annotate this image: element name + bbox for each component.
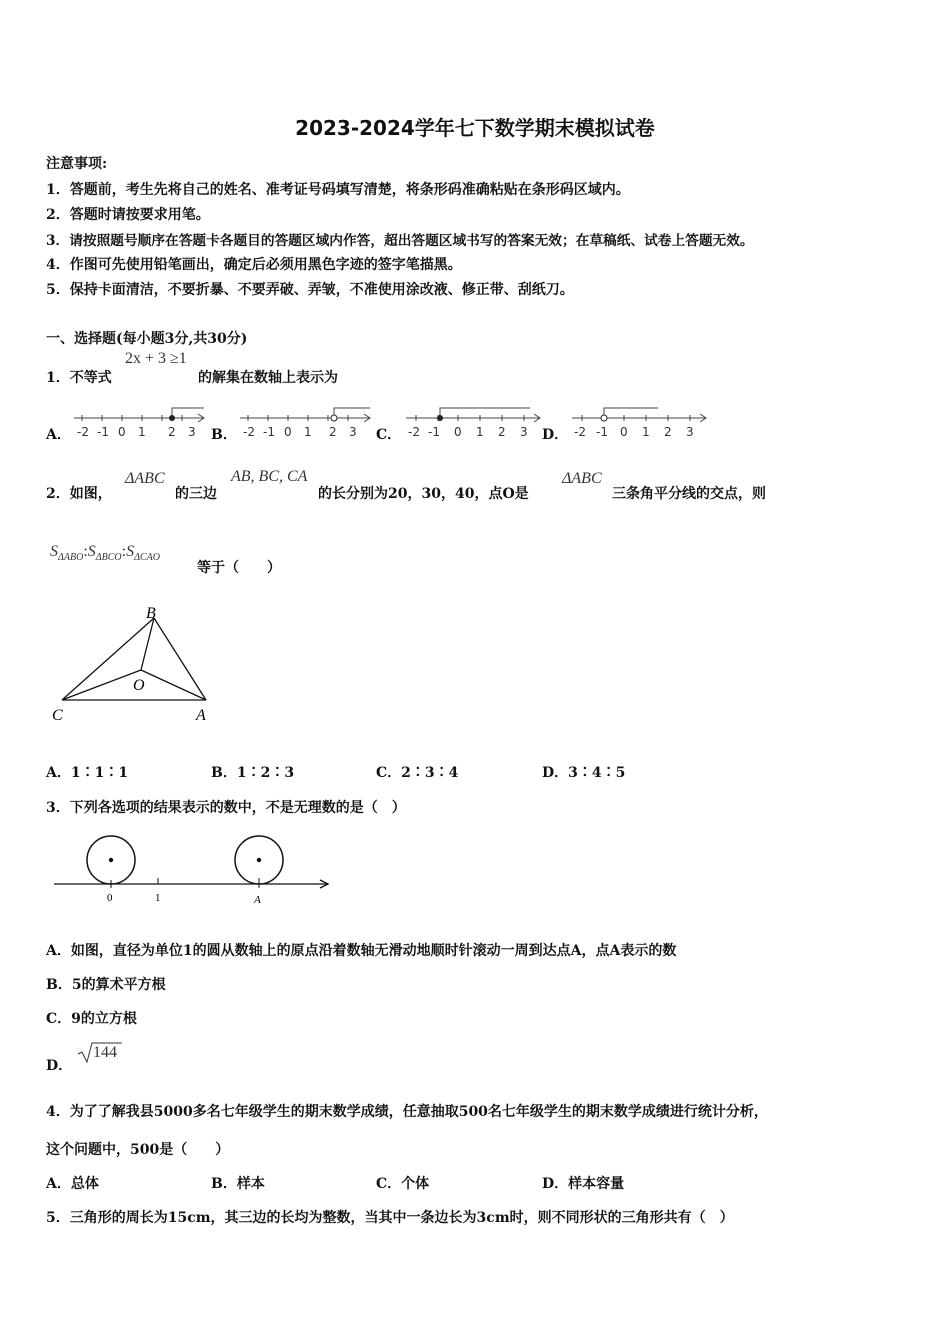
q2-triangle-2: ΔABC — [562, 470, 602, 487]
q1-option-d-numberline — [568, 402, 712, 442]
tick-label: -2 — [243, 425, 255, 439]
tick-label: 3 — [188, 425, 196, 439]
vertex-o-label: O — [133, 677, 145, 694]
tick-label: -1 — [263, 425, 275, 439]
tick-label: -2 — [408, 425, 420, 439]
q3-stem: 3．下列各选项的结果表示的数中，不是无理数的是（ ） — [46, 800, 406, 816]
q2-lengths: 的长分别为20，30，40，点O是 — [318, 486, 529, 502]
axis-label-a: A — [254, 894, 261, 906]
q3-option-a: A．如图，直径为单位1的圆从数轴上的原点沿着数轴无滑动地顺时针滚动一周到达点A，点A表示的数 — [46, 943, 677, 959]
page-title: 2023-2024学年七下数学期末模拟试卷 — [295, 116, 655, 140]
tick-label: 1 — [476, 425, 484, 439]
q1-option-c-numberline — [402, 402, 546, 442]
axis-label-one: 1 — [155, 892, 161, 904]
tick-label: 0 — [284, 425, 292, 439]
q4-line-1: 4．为了了解我县5000多名七年级学生的期末数学成绩，任意抽取500名七年级学生的期末数学成绩进行统计分析， — [46, 1104, 768, 1120]
tick-label: 1 — [138, 425, 146, 439]
q1-prefix: 1．不等式 — [46, 370, 112, 386]
tick-label: 3 — [686, 425, 694, 439]
q3-option-b: B．5的算术平方根 — [46, 977, 166, 993]
tick-label: 0 — [118, 425, 126, 439]
tick-label: 0 — [620, 425, 628, 439]
q2-end: 三条角平分线的交点，则 — [612, 486, 766, 502]
q2-option-a: A．1∶1∶1 — [46, 765, 129, 781]
q2-triangle-figure — [46, 600, 226, 725]
q2-option-c: C．2∶3∶4 — [376, 765, 459, 781]
notice-item: 2．答题时请按要求用笔。 — [46, 207, 210, 223]
tick-label: 0 — [454, 425, 462, 439]
q2-option-d: D．3∶4∶5 — [542, 765, 626, 781]
q3-option-c: C．9的立方根 — [46, 1011, 137, 1027]
q1-option-d-label: D． — [542, 427, 569, 443]
q1-option-a-numberline — [70, 402, 210, 442]
vertex-a-label: A — [196, 707, 206, 724]
q2-mid: 的三边 — [175, 486, 217, 502]
vertex-c-label: C — [52, 707, 63, 724]
tick-label: 1 — [304, 425, 312, 439]
q3-option-d-label: D． — [46, 1058, 73, 1074]
tick-label: 2 — [498, 425, 506, 439]
tick-label: 3 — [520, 425, 528, 439]
section-heading: 一、选择题(每小题3分,共30分) — [46, 331, 248, 347]
q5-stem: 5．三角形的周长为15cm，其三边的长均为整数，当其中一条边长为3cm时，则不同形状的三角形共有（ ） — [46, 1210, 734, 1226]
tick-label: -1 — [97, 425, 109, 439]
q1-option-b-label: B． — [211, 427, 237, 443]
tick-label: 3 — [349, 425, 357, 439]
tick-label: -2 — [77, 425, 89, 439]
tick-label: 1 — [642, 425, 650, 439]
notice-item: 5．保持卡面清洁，不要折暴、不要弄破、弄皱，不准使用涂改液、修正带、刮纸刀。 — [46, 282, 574, 298]
tick-label: 2 — [664, 425, 672, 439]
q1-suffix: 的解集在数轴上表示为 — [198, 370, 338, 386]
q1-option-c-label: C． — [376, 427, 402, 443]
q2-option-b: B．1∶2∶3 — [211, 765, 295, 781]
q2-equals: 等于（ ） — [197, 560, 281, 576]
tick-label: -1 — [596, 425, 608, 439]
q1-formula: 2x + 3 ≥1 — [125, 350, 187, 367]
axis-label-zero: 0 — [107, 892, 113, 904]
q4-option-d: D．样本容量 — [542, 1176, 625, 1192]
q2-triangle: ΔABC — [125, 470, 165, 487]
q4-option-b: B．样本 — [211, 1176, 265, 1192]
vertex-b-label: B — [146, 605, 156, 622]
q3-option-d-radicand: 144 — [93, 1044, 117, 1061]
q4-line-2: 这个问题中，500是（ ） — [46, 1142, 230, 1158]
tick-label: -1 — [428, 425, 440, 439]
notice-item: 4．作图可先使用铅笔画出，确定后必须用黑色字迹的签字笔描黑。 — [46, 257, 462, 273]
notice-item: 1．答题前，考生先将自己的姓名、准考证号码填写清楚，将条形码准确粘贴在条形码区域内。 — [46, 182, 630, 198]
tick-label: -2 — [574, 425, 586, 439]
q2-sides: AB, BC, CA — [231, 468, 308, 485]
notice-item: 3．请按照题号顺序在答题卡各题目的答题区域内作答，超出答题区域书写的答案无效；在草稿纸、试卷上答题无效。 — [46, 233, 754, 249]
tick-label: 2 — [329, 425, 337, 439]
notice-heading: 注意事项: — [46, 156, 108, 172]
q4-option-a: A．总体 — [46, 1176, 99, 1192]
q1-option-a-label: A． — [46, 427, 71, 443]
q2-area-ratio: $S_{\Delta ABO}:S_{\Delta BCO}:S_{\Delta CAO}$ — [50, 543, 160, 564]
q3-rolling-circle-figure — [50, 833, 335, 908]
tick-label: 2 — [168, 425, 176, 439]
q1-option-b-numberline — [236, 402, 376, 442]
q2-prefix: 2．如图， — [46, 486, 112, 502]
q4-option-c: C．个体 — [376, 1176, 430, 1192]
